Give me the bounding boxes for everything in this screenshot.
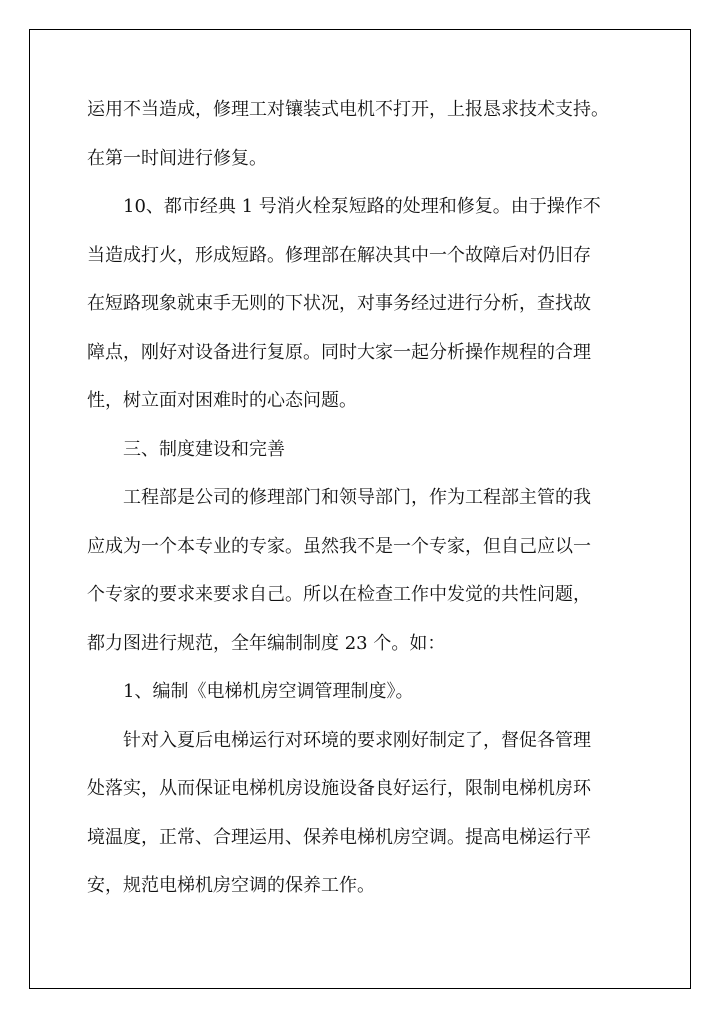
text-line: 性，树立面对困难时的心态问题。 xyxy=(87,390,357,411)
list-item-heading: 1、编制《电梯机房空调管理制度》。 xyxy=(123,681,414,702)
text-line: 都力图进行规范，全年编制制度 23 个。如： xyxy=(87,632,446,654)
text-line: 障点，刚好对设备进行复原。同时大家一起分析操作规程的合理 xyxy=(87,341,591,363)
paragraph-start-line: 10、都市经典 1 号消火栓泵短路的处理和修复。由于操作不 xyxy=(123,196,601,217)
text-line: 在短路现象就束手无则的下状况，对事务经过进行分析，查找故 xyxy=(87,293,591,314)
paragraph-start-line: 工程部是公司的修理部门和领导部门，作为工程部主管的我 xyxy=(123,487,591,508)
text-line: 应成为一个本专业的专家。虽然我不是一个专家，但自己应以一 xyxy=(87,535,591,557)
text-line: 当造成打火，形成短路。修理部在解决其中一个故障后对仍旧存 xyxy=(87,244,591,266)
paragraph-start-line: 针对入夏后电梯运行对环境的要求刚好制定了，督促各管理 xyxy=(123,729,591,751)
text-line: 个专家的要求来要求自己。所以在检查工作中发觉的共性问题， xyxy=(87,584,591,605)
text-line: 处落实，从而保证电梯机房设施设备良好运行，限制电梯机房环 xyxy=(87,778,591,799)
section-heading: 三、制度建设和完善 xyxy=(123,438,285,460)
document-body xyxy=(87,90,636,915)
text-line: 运用不当造成，修理工对镶装式电机不打开，上报恳求技术支持。 xyxy=(87,99,609,120)
text-line: 安，规范电梯机房空调的保养工作。 xyxy=(87,875,375,896)
text-line: 境温度，正常、合理运用、保养电梯机房空调。提高电梯运行平 xyxy=(87,826,591,848)
text-line: 在第一时间进行修复。 xyxy=(87,147,267,169)
